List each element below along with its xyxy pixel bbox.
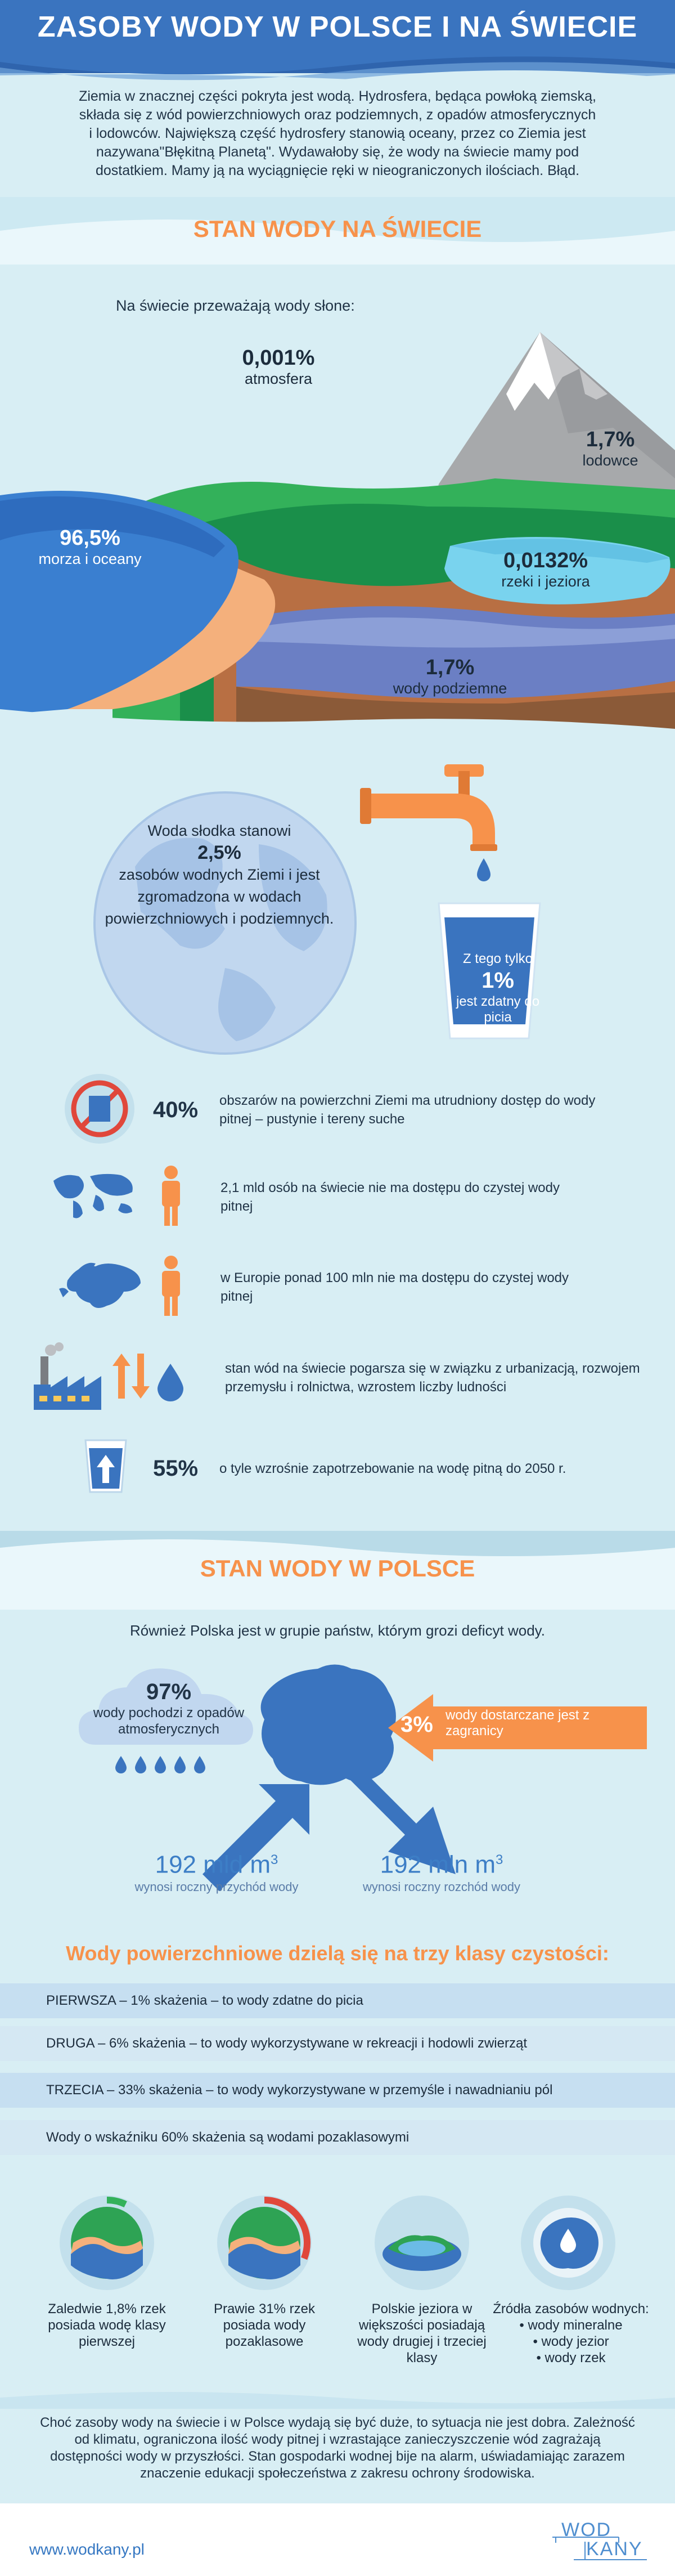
source-item: • wody rzek [536,2350,606,2366]
class-band-second: DRUGA – 6% skażenia – to wody wykorzystywane w rekreacji i hodowli zwierząt [0,2026,675,2061]
infographic-page: ZASOBY WODY W POLSCE I NA ŚWIECIE Ziemia w znacznej części pokryta jest wodą. Hydrosfera, będąca powłoką ziemską, składa się z wód powierzchniowych oraz podziemnych, z opadów atmosferycznych i lodowców. Największą część hydrosfery stanowią oceany, przez co Ziemia jest nazywana"Błękitną Planetą". Wydawałoby się, że wody na świecie mamy pod dostatkiem. Mamy ją na wyciągnięcie ręki w nieograniczonych ilościach. Błąd. STAN WODY NA ŚWIECIE Na świecie przeważają wody słone: 0,001% atmosfera 1,7% lodowce 96,5% morza i oceany 0,0132% rzeki i jeziora 1,7% wody podziemne Woda słodka stanowi 2,5% zasobów wodnych Ziemi i jest zgromadzona w wodach powierzchniowych i podziemnych. Z tego tylko 1% jest zdatny do picia 40% obszarów na powierzchni Ziemi ma utrudniony dostęp do wody pitnej – pustynie i tereny suche 2,1 mld osób na świecie nie ma dostępu do czystej wody pitnej w Europie ponad 100 mln nie ma dostępu do czystej wody pitnej stan wód na świecie pogarsza się w związku z urbanizacją, rozwojem przemysłu i rolnictwa, wzrostem liczby ludności 55% o tyle wzrośnie zapotrzebowanie na wodę pitną do 2050 r. STAN WODY W POLSCE Również Polska jest w grupie państw, którym grozi deficyt wody. 97% wody pochodzi z opadów atmosferycznych 3% wody dostarczane jest z zagranicy 192 mld $m^3$ wynosi roczny przychód wody 192 mln $m^3$ wynosi roczny rozchód wody Wody powierzchniowe dzielą się na trzy klasy czystości: PIERWSZA – 1% skażenia – to wody zdatne do picia DRUGA – 6% skażenia – to wody wykorzystywane w rekreacji i hodowli zwierząt TRZECIA – 33% skażenia – to wody wykorzystywane w przemyśle i nawadnianiu pól Wody o wskaźniku 60% skażenia są wodami pozaklasowymi Zaledwie 1,8% rzek posiada wodę klasy pierwszej Prawie 31% rzek posiada wody pozaklasowe Polskie jeziora w większości posiadają wody drugiej i trzeciej klasy Źródła zasobów wodnych: • wody mineralne • wody jezior • wody rzek Choć zasoby wody na świecie i w Polsce wydają się być duże, to sytuacja nie jest dobra. Zależność od klimatu, ograniczona ilość wody pitnej i wzrastające zanieczyszczenie wód zagrażają dostępności wody w przyszłości. Stan gospodarki wodnej bije na alarm, uświadamiając zarazem znaczenie edukacji społeczeństwa z zakresu ochrony środowiska. www.wodkany.pl WOD KANY [0,0,675,2576]
inflow-stat: 192 mld $m^3$ wynosi roczny przychód wody [134,1851,299,1894]
river-first-class-icon [56,2192,158,2293]
stat-glaciers: 1,7% lodowce [582,428,638,469]
stat-atmosphere: 0,001% atmosfera [242,346,315,387]
tap-icon [366,794,461,818]
outro-wave-divider [0,2386,675,2409]
purity-classes-title: Wody powierzchniowe dzielą się na trzy klasy czystości: [66,1942,609,1965]
source-item: • wody mineralne [519,2318,623,2333]
website-link[interactable]: www.wodkany.pl [29,2541,145,2558]
closing-paragraph: Choć zasoby wody na świecie i w Polsce wydają się być duże, to sytuacja nie jest dobra. Zależność od klimatu, ograniczona ilość wody pitnej i wzrastające zanieczyszczenie wód zagrażają dostępności wody w przyszłości. Stan gospodarki wodnej bije na alarm, uświadamiając zarazem znaczenie edukacji społeczeństwa z zakresu ochrony środowiska. [40,2415,635,2481]
poland-lead: Również Polska jest w grupie państw, którym grozi deficyt wody. [130,1622,545,1639]
water-drop-icon [477,858,490,881]
water-sources-icon [518,2192,619,2293]
river-nonclass-icon [214,2192,315,2293]
world-lead: Na świecie przeważają wody słone: [116,297,355,314]
europe-map-icon [56,1258,146,1314]
class-band-first: PIERWSZA – 1% skażenia – to wody zdatne do picia [0,1983,675,2018]
header [0,0,675,186]
glass-drinkable-text: Z tego tylko 1% jest zdatny do picia [456,951,540,1025]
world-section-title: STAN WODY NA ŚWIECIE [193,216,482,242]
caption-rivers-nonclass: Prawie 31% rzek posiada wody pozaklasowe [213,2301,316,2349]
intro-paragraph: Ziemia w znacznej części pokryta jest wodą. Hydrosfera, będąca powłoką ziemską, składa się z wód powierzchniowych oraz podziemnych, z opadów atmosferycznych i lodowców. Największą część hydrosfery stanowią oceany, przez co Ziemia jest nazywana"Błękitną Planetą". Wydawałoby się, że wody na świecie mamy pod dostatkiem. Mamy ją na wyciągnięcie ręki w nieograniczonych ilościach. Błąd. [79,88,596,178]
stat-rivers-lakes: 0,0132% rzeki i jeziora [501,549,590,590]
up-down-arrows-icon [111,1354,151,1410]
fact-row-world-population: 2,1 mld osób na świecie nie ma dostępu do czystej wody pitnej [0,1165,675,1227]
fact-row-europe: w Europie ponad 100 mln nie ma dostępu do czystej wody pitnej [0,1255,675,1317]
world-map-icon [48,1170,138,1220]
glass-arrow-icon [83,1438,128,1494]
caption-rivers-first-class: Zaledwie 1,8% rzek posiada wodę klasy pierwszej [48,2301,166,2349]
lake-icon [371,2192,472,2293]
caption-water-sources: Źródła zasobów wodnych: • wody mineralne • wody jezior • wody rzek [487,2301,655,2366]
page-title: ZASOBY WODY W POLSCE I NA ŚWIECIE [37,11,638,43]
cloud-precipitation-text: 97% wody pochodzi z opadów atmosferycznych [93,1679,245,1737]
stat-seas-oceans: 96,5% morza i oceany [38,526,142,567]
poland-section-title: STAN WODY W POLSCE [200,1555,475,1582]
fact-row-demand: 55% o tyle wzrośnie zapotrzebowanie na wodę pitną do 2050 r. [0,1438,675,1500]
class-band-third: TRZECIA – 33% skażenia – to wody wykorzystywane w przemyśle i nawadnianiu pól [0,2073,675,2108]
caption-lakes: Polskie jeziora w większości posiadają wody drugiej i trzeciej klasy [357,2301,487,2366]
stat-groundwater: 1,7% wody podziemne [393,656,507,697]
fact-row-industry: stan wód na świecie pogarsza się w związku z urbanizacją, rozwojem przemysłu i rolnictwa, wzrostem liczby ludności [0,1342,675,1415]
outflow-stat: 192 mln $m^3$ wynosi roczny rozchód wody [362,1851,520,1894]
person-icon [159,1165,183,1227]
person-icon-europe [159,1255,183,1317]
globe-freshwater-text: Woda słodka stanowi 2,5% zasobów wodnych Ziemi i jest zgromadzona w wodach powierzchniowych i podziemnych. [105,822,334,927]
factory-icon [28,1342,107,1415]
wodkany-logo: WOD KANY [551,2515,650,2565]
source-item: • wody jezior [533,2334,609,2349]
water-drop-icon-large [156,1363,184,1402]
no-water-icon [63,1072,136,1145]
class-band-nonclass: Wody o wskaźniku 60% skażenia są wodami pozaklasowymi [0,2120,675,2155]
footer [0,2503,675,2576]
fact-row-deserts: 40% obszarów na powierzchni Ziemi ma utrudniony dostęp do wody pitnej – pustynie i tereny suche [0,1072,675,1145]
